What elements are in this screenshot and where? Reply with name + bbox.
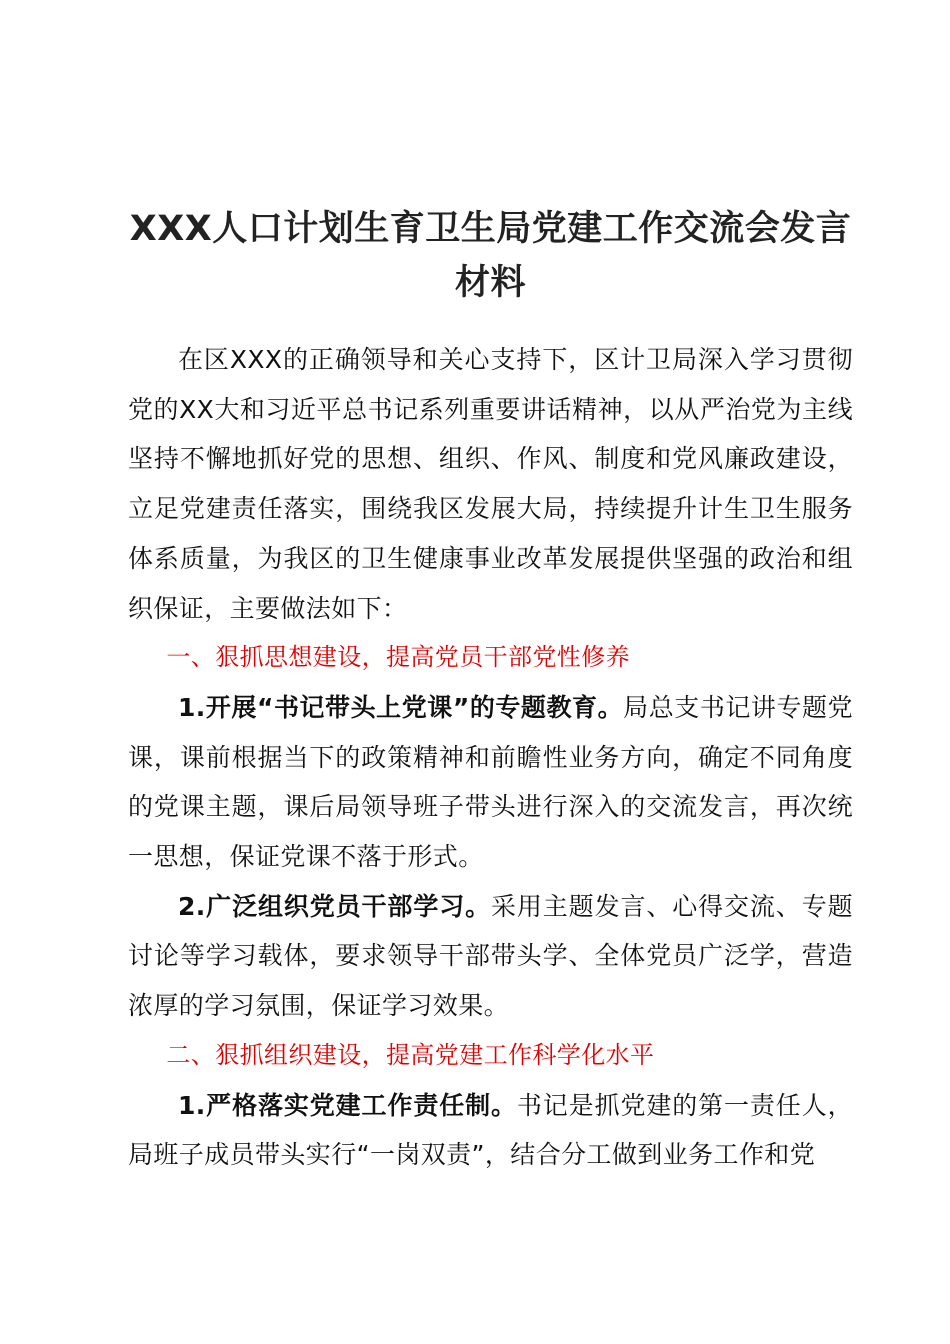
section-1-heading: 一、狠抓思想建设，提高党员干部党性修养	[166, 643, 630, 672]
section-2-heading: 二、狠抓组织建设，提高党建工作科学化水平	[166, 1040, 655, 1069]
document-body	[128, 335, 853, 1180]
document-title-line-2: 材料	[454, 263, 526, 303]
document-title	[128, 205, 853, 307]
section-1-item-2	[128, 882, 853, 1031]
intro-paragraph: 在区XXX的正确领导和关心支持下，区计卫局深入学习贯彻党的XX大和习近平总书记系列重要讲话精神，以从严治党为主线坚持不懈地抓好党的思想、组织、作风、制度和党风廉政建设，立足党建责任落实，围绕我区发展大局，持续提升计生卫生服务体系质量，为我区的卫生健康事业改革发展提供坚强的政治和组织保证，主要做法如下：	[128, 345, 853, 623]
document-page	[128, 205, 853, 1180]
section-1-item-2-text: 采用主题发言、心得交流、专题讨论等学习载体，要求领导干部带头学、全体党员广泛学，营造浓厚的学习氛围，保证学习效果。	[128, 891, 853, 1021]
section-1-item-1-text: 局总支书记讲专题党课，课前根据当下的政策精神和前瞻性业务方向，确定不同角度的党课主题，课后局领导班子带头进行深入的交流发言，再次统一思想，保证党课不落于形式。	[128, 692, 853, 872]
section-1-item-2-lead: 2.广泛组织党员干部学习。	[178, 891, 491, 921]
section-2-item-1	[128, 1081, 853, 1180]
section-2-item-1-lead: 1.严格落实党建工作责任制。	[178, 1090, 517, 1120]
section-2-item-1-text: 书记是抓党建的第一责任人，局班子成员带头实行“一岗双责”，结合分工做到业务工作和党	[128, 1090, 853, 1170]
document-title-line-1: XXX人口计划生育卫生局党建工作交流会发言	[129, 209, 852, 249]
section-1-item-1-lead: 1.开展“书记带头上党课”的专题教育。	[178, 692, 624, 722]
section-1-item-1	[128, 683, 853, 882]
